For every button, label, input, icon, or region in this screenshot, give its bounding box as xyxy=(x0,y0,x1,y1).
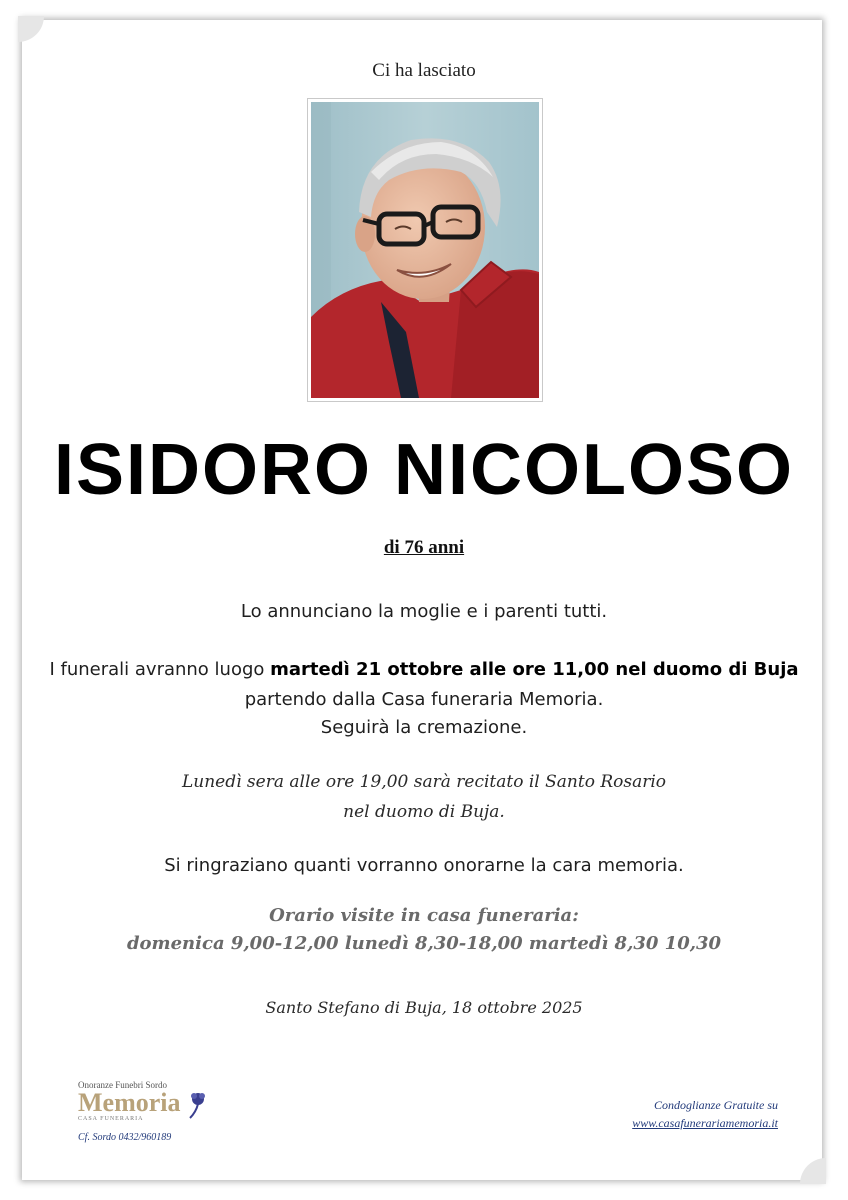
announcement-text: Lo annunciano la moglie e i parenti tutti. xyxy=(240,601,608,622)
deceased-name: ISIDORO NICOLOSO xyxy=(53,430,795,510)
logo-name: Memoria xyxy=(78,1088,181,1117)
portrait-photo xyxy=(311,102,539,398)
portrait-frame xyxy=(307,98,543,402)
rosary-line-2: nel duomo di Buja. xyxy=(343,802,505,822)
condolences-link[interactable]: www.casafunerariamemoria.it xyxy=(632,1116,778,1130)
age-text: di 76 anni xyxy=(383,537,465,558)
place-date: Santo Stefano di Buja, 18 ottobre 2025 xyxy=(265,998,583,1017)
flower-icon xyxy=(186,1090,210,1120)
funeral-prefix: I funerali avranno luogo xyxy=(49,659,271,680)
condolences-block xyxy=(538,1096,778,1132)
rosary-line-1: Lunedì sera alle ore 19,00 sarà recitato il Santo Rosario xyxy=(181,772,667,792)
funeral-line-1 xyxy=(0,654,848,686)
logo-top-text: Onoranze Funebri Sordo xyxy=(78,1080,167,1090)
visits-title: Orario visite in casa funeraria: xyxy=(269,905,579,926)
intro-text: Ci ha lasciato xyxy=(372,60,476,81)
thanks-text: Si ringraziano quanti vorranno onorarne la cara memoria. xyxy=(164,855,684,876)
logo-subtitle: CASA FUNERARIA xyxy=(78,1116,144,1122)
visits-hours: domenica 9,00-12,00 lunedì 8,30-18,00 martedì 8,30 10,30 xyxy=(126,933,722,954)
condolences-label: Condoglianze Gratuite su xyxy=(653,1098,778,1112)
memoria-logo xyxy=(78,1080,228,1143)
funeral-line-2: partendo dalla Casa funeraria Memoria. xyxy=(244,689,604,710)
funeral-details: martedì 21 ottobre alle ore 11,00 nel duomo di Buja xyxy=(270,659,799,680)
funeral-line-3: Seguirà la cremazione. xyxy=(320,717,528,738)
phone-number: Cf. Sordo 0432/960189 xyxy=(78,1132,172,1143)
